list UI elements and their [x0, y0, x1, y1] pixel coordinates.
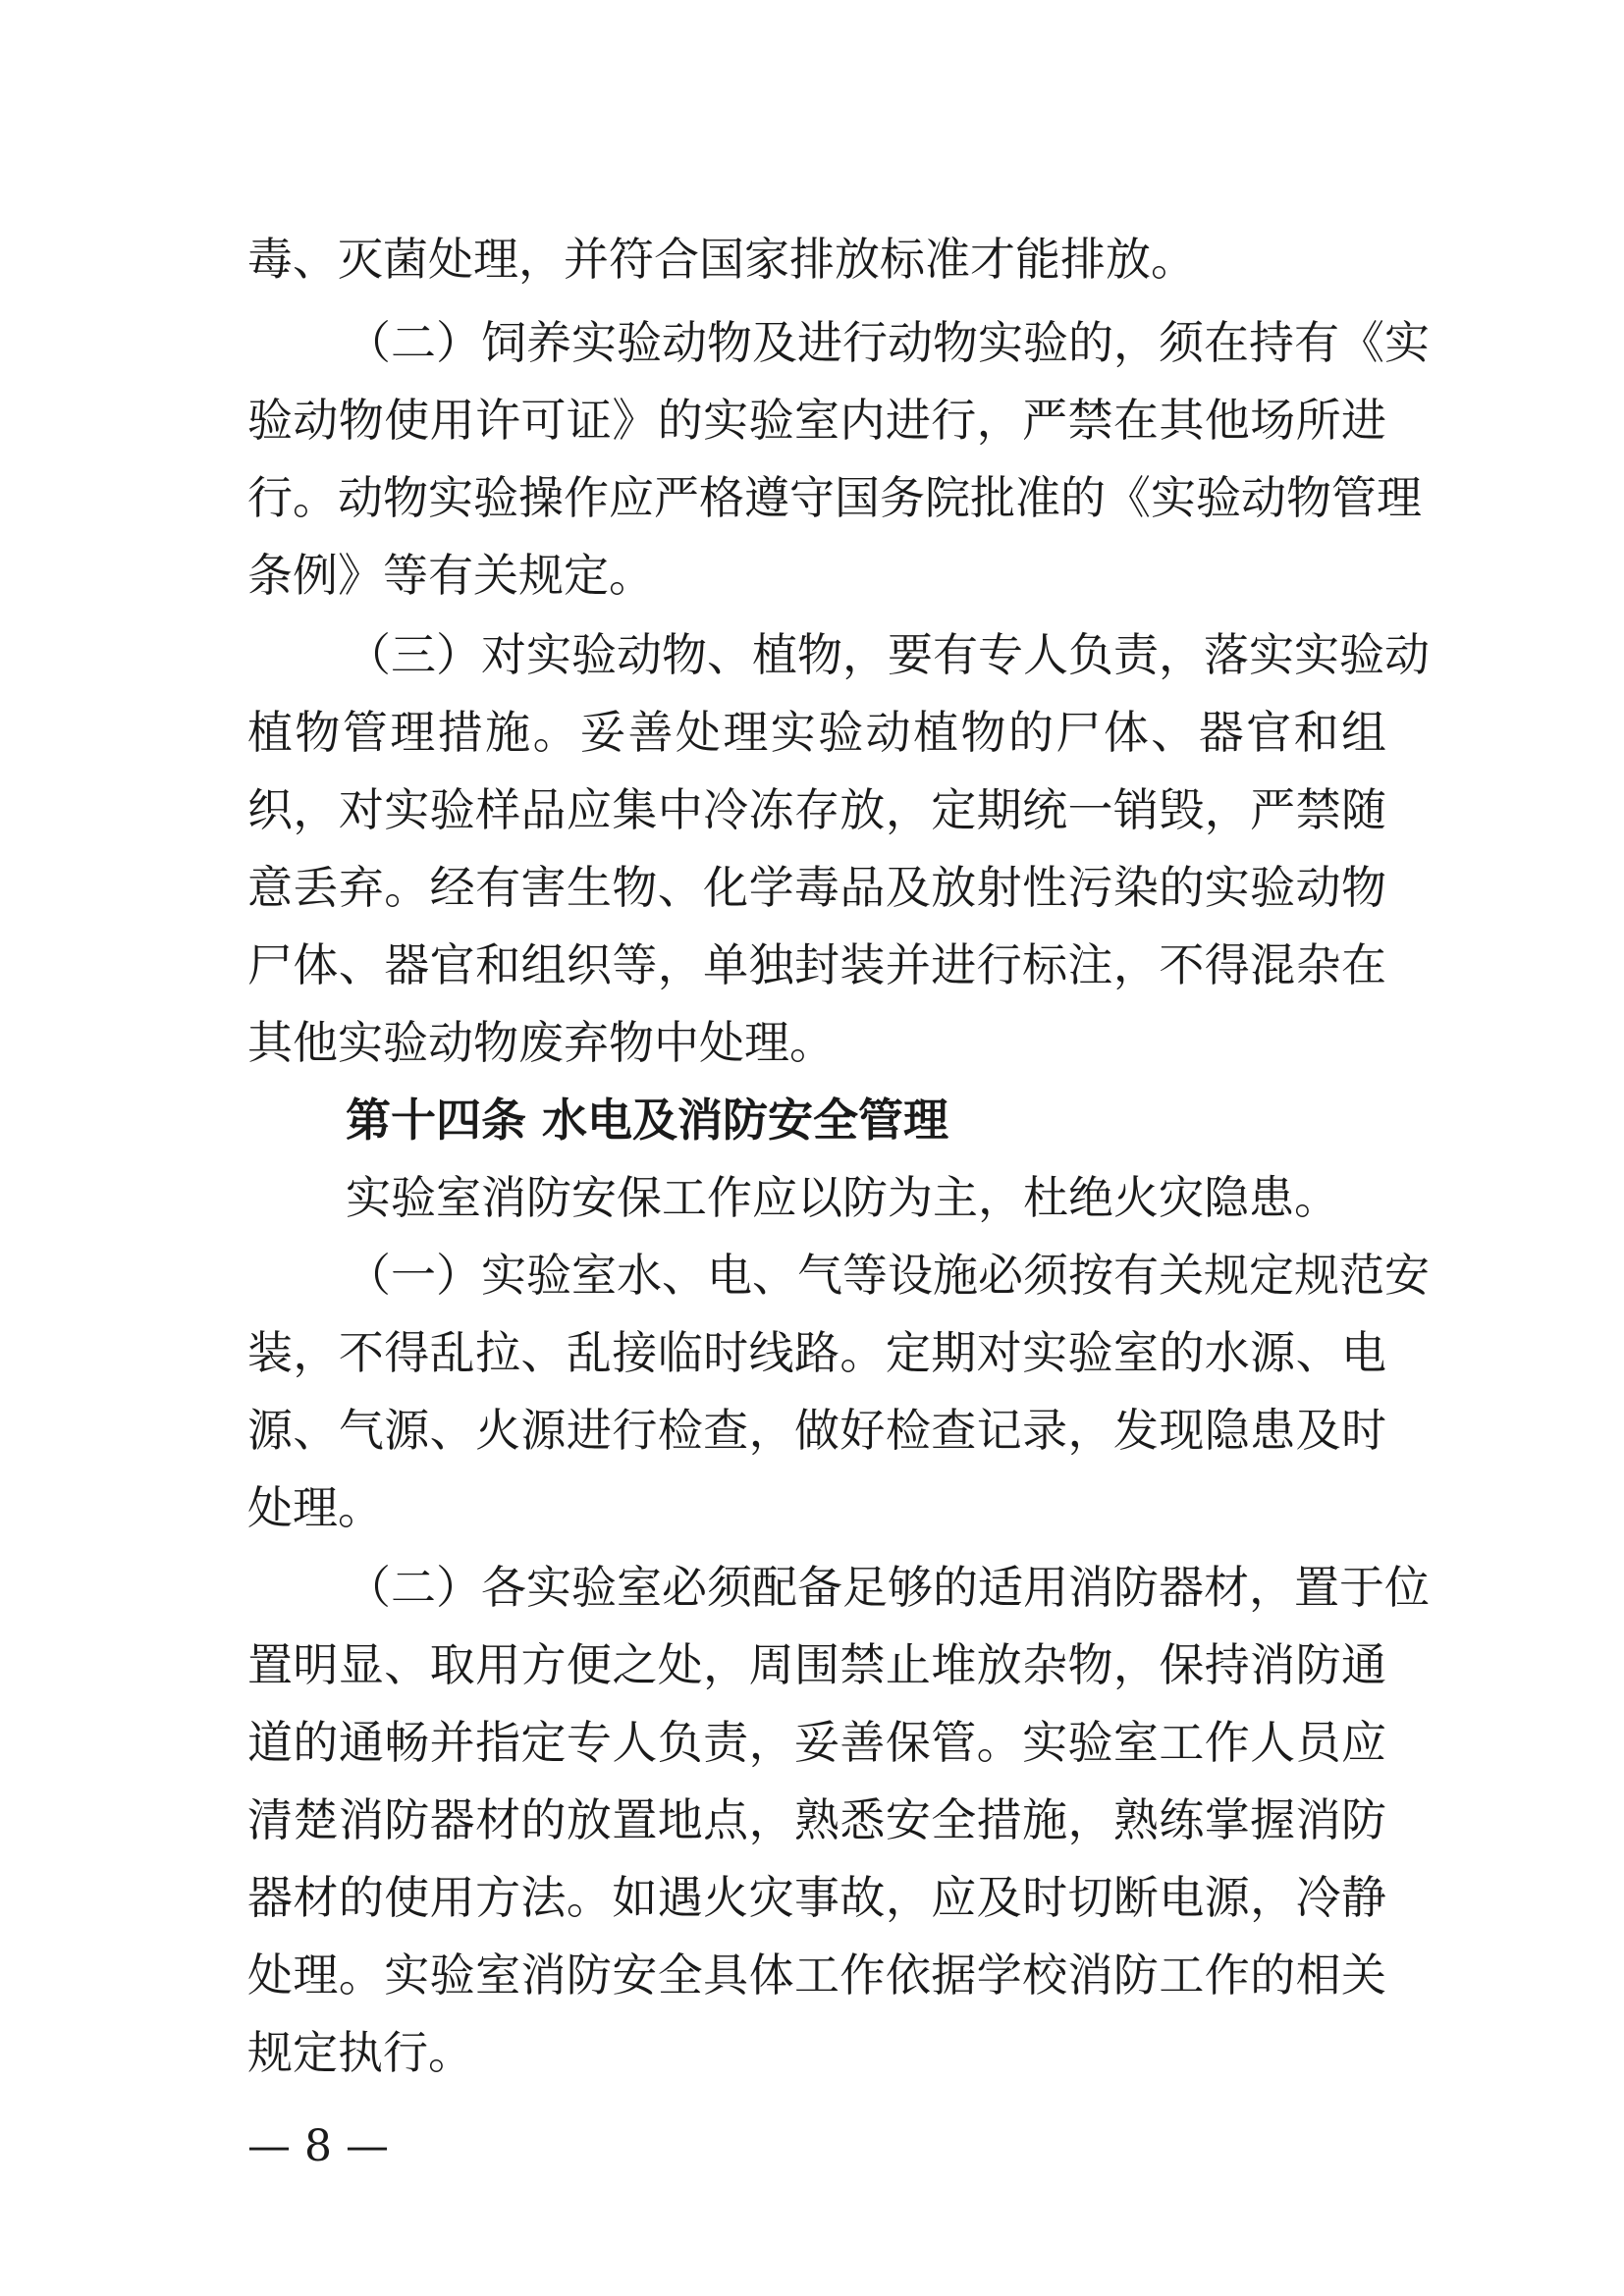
text-line-17: 处理。	[247, 1481, 383, 1534]
text-line-6: （三）对实验动物、植物，要有专人负责，落实实验动	[346, 628, 1430, 681]
text-line-24: 规定执行。	[247, 2026, 473, 2079]
text-line-1: 毒、灭菌处理，并符合国家排放标准才能排放。	[247, 233, 1196, 286]
text-line-22: 器材的使用方法。如遇火灾事故，应及时切断电源，冷静	[247, 1871, 1386, 1924]
text-line-16: 源、气源、火源进行检查，做好检查记录，发现隐患及时	[247, 1404, 1386, 1457]
text-line-23: 处理。实验室消防安全具体工作依据学校消防工作的相关	[247, 1949, 1386, 2002]
text-line-10: 尸体、器官和组织等，单独封装并进行标注，不得混杂在	[247, 938, 1386, 991]
text-line-3: 验动物使用许可证》的实验室内进行，严禁在其他场所进	[247, 394, 1386, 447]
text-line-14: （一）实验室水、电、气等设施必须按有关规定规范安	[346, 1249, 1430, 1302]
text-line-11: 其他实验动物废弃物中处理。	[247, 1016, 835, 1069]
text-line-21: 清楚消防器材的放置地点，熟悉安全措施，熟练掌握消防	[247, 1793, 1386, 1846]
text-line-13: 实验室消防安保工作应以防为主，杜绝火灾隐患。	[346, 1171, 1339, 1224]
text-line-9: 意丢弃。经有害生物、化学毒品及放射性污染的实验动物	[247, 861, 1386, 914]
article-heading: 第十四条 水电及消防安全管理	[346, 1094, 949, 1147]
text-line-5: 条例》等有关规定。	[247, 549, 654, 602]
text-line-7: 植物管理措施。妥善处理实验动植物的尸体、器官和组	[247, 706, 1386, 759]
text-line-15: 装，不得乱拉、乱接临时线路。定期对实验室的水源、电	[247, 1326, 1386, 1379]
text-line-18: （二）各实验室必须配备足够的适用消防器材，置于位	[346, 1561, 1430, 1614]
text-line-4: 行。动物实验操作应严格遵守国务院批准的《实验动物管理	[247, 471, 1422, 524]
page-number: — 8 —	[247, 2121, 389, 2171]
text-line-20: 道的通畅并指定专人负责，妥善保管。实验室工作人员应	[247, 1716, 1386, 1769]
text-line-2: （二）饲养实验动物及进行动物实验的，须在持有《实	[346, 316, 1430, 369]
text-line-19: 置明显、取用方便之处，周围禁止堆放杂物，保持消防通	[247, 1638, 1386, 1691]
text-line-8: 织，对实验样品应集中冷冻存放，定期统一销毁，严禁随	[247, 783, 1386, 836]
